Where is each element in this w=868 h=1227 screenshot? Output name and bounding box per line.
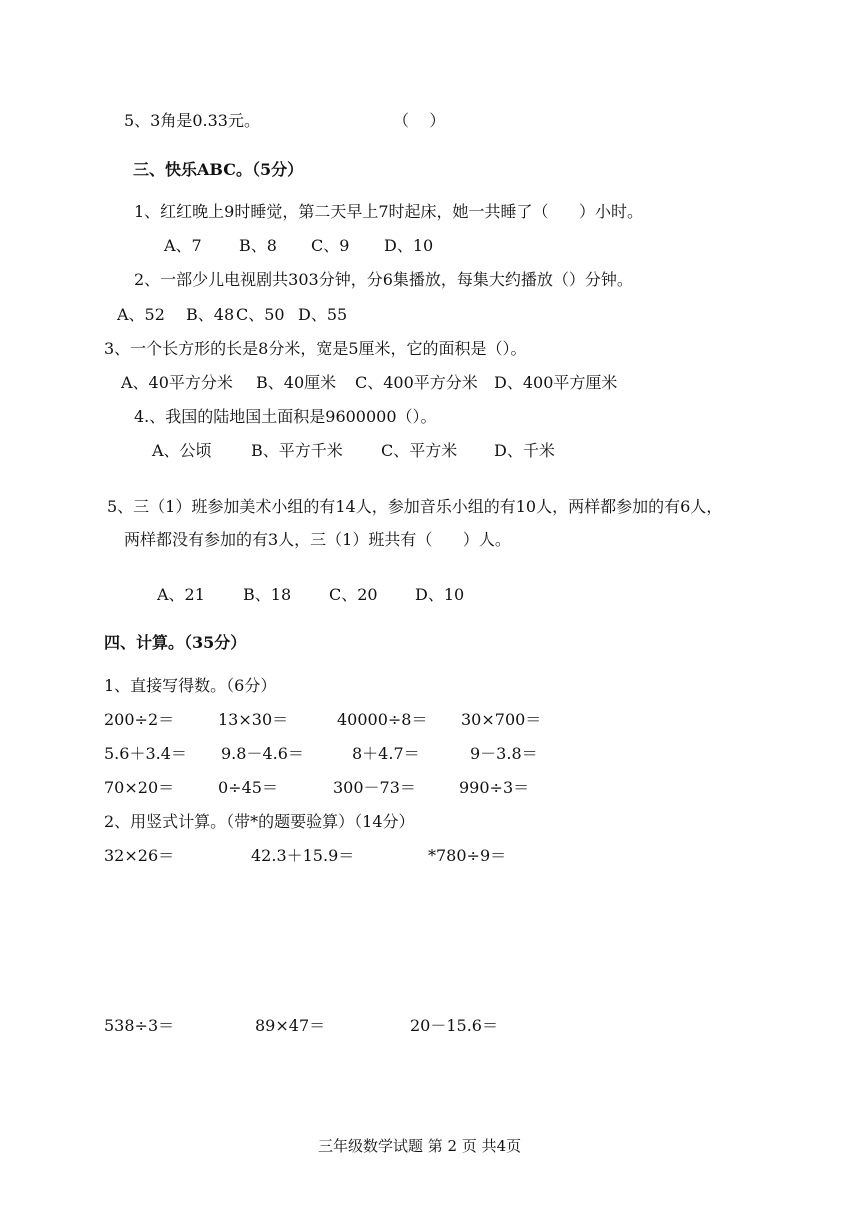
s4-sub1-title: 1、直接写得数。（6分）: [104, 676, 277, 695]
section3-title: 三、快乐ABC。（5分）: [133, 160, 304, 179]
s3-q1-option-a: A、7: [164, 236, 202, 255]
s3-q3-option-b: B、40厘米: [256, 373, 337, 392]
s3-q3-option-a: A、40平方分米: [121, 373, 233, 392]
s3-q4-option-c: C、平方米: [381, 441, 458, 460]
s4-sub1-item: 9－3.8＝: [470, 744, 538, 763]
judge-q5-text: 5、3角是0.33元。: [124, 111, 260, 130]
judge-q5-paren: （ ）: [393, 111, 446, 130]
s3-q2-option-a: A、52: [117, 305, 165, 324]
s4-sub2-title: 2、用竖式计算。（带*的题要验算）（14分）: [104, 812, 415, 831]
s3-q5-text-line1: 5、三（1）班参加美术小组的有14人，参加音乐小组的有10人，两样都参加的有6人，: [107, 497, 723, 516]
s3-q5-option-a: A、21: [157, 585, 205, 604]
s4-sub1-item: 300－73＝: [333, 778, 416, 797]
s3-q1-option-b: B、8: [239, 236, 277, 255]
section4-title: 四、计算。（35分）: [104, 633, 247, 652]
s4-sub1-item: 0÷45＝: [218, 778, 278, 797]
s4-sub2-item: 89×47＝: [255, 1016, 326, 1035]
s4-sub1-item: 70×20＝: [104, 778, 175, 797]
s4-sub2-item: 20－15.6＝: [410, 1016, 498, 1035]
s4-sub1-item: 30×700＝: [461, 710, 542, 729]
s3-q3-text: 3、一个长方形的长是8分米，宽是5厘米，它的面积是（）。: [104, 339, 527, 358]
s4-sub1-item: 13×30＝: [218, 710, 289, 729]
s4-sub1-item: 9.8－4.6＝: [221, 744, 304, 763]
page-footer: 三年级数学试题 第 2 页 共4页: [318, 1137, 522, 1155]
s3-q1-option-c: C、9: [311, 236, 350, 255]
s3-q5-option-c: C、20: [329, 585, 378, 604]
s3-q4-option-b: B、平方千米: [251, 441, 343, 460]
s4-sub1-item: 200÷2＝: [104, 710, 175, 729]
s4-sub1-item: 8＋4.7＝: [352, 744, 420, 763]
s4-sub1-item: 5.6＋3.4＝: [104, 744, 187, 763]
s4-sub2-item: 538÷3＝: [104, 1016, 175, 1035]
s3-q4-text: 4.、我国的陆地国土面积是9600000（）。: [134, 407, 437, 426]
s3-q2-option-d: D、55: [298, 305, 348, 324]
s3-q3-option-d: D、400平方厘米: [494, 373, 618, 392]
s3-q4-option-a: A、公顷: [152, 441, 212, 460]
s3-q5-option-b: B、18: [243, 585, 292, 604]
s3-q1-text: 1、红红晚上9时睡觉，第二天早上7时起床，她一共睡了（ ）小时。: [134, 202, 644, 221]
s4-sub2-item: 42.3＋15.9＝: [251, 846, 355, 865]
s3-q2-text: 2、一部少儿电视剧共303分钟，分6集播放，每集大约播放（）分钟。: [134, 270, 633, 289]
s4-sub2-item: *780÷9＝: [428, 846, 507, 865]
s4-sub1-item: 990÷3＝: [459, 778, 530, 797]
s4-sub1-item: 40000÷8＝: [337, 710, 428, 729]
s3-q1-option-d: D、10: [384, 236, 434, 255]
s3-q4-option-d: D、千米: [494, 441, 555, 460]
s4-sub2-item: 32×26＝: [104, 846, 175, 865]
s3-q5-text-line2: 两样都没有参加的有3人，三（1）班共有（ ）人。: [124, 530, 511, 549]
s3-q2-option-b: B、48: [186, 305, 235, 324]
s3-q5-option-d: D、10: [415, 585, 465, 604]
s3-q2-option-c: C、50: [236, 305, 285, 324]
s3-q3-option-c: C、400平方分米: [355, 373, 478, 392]
